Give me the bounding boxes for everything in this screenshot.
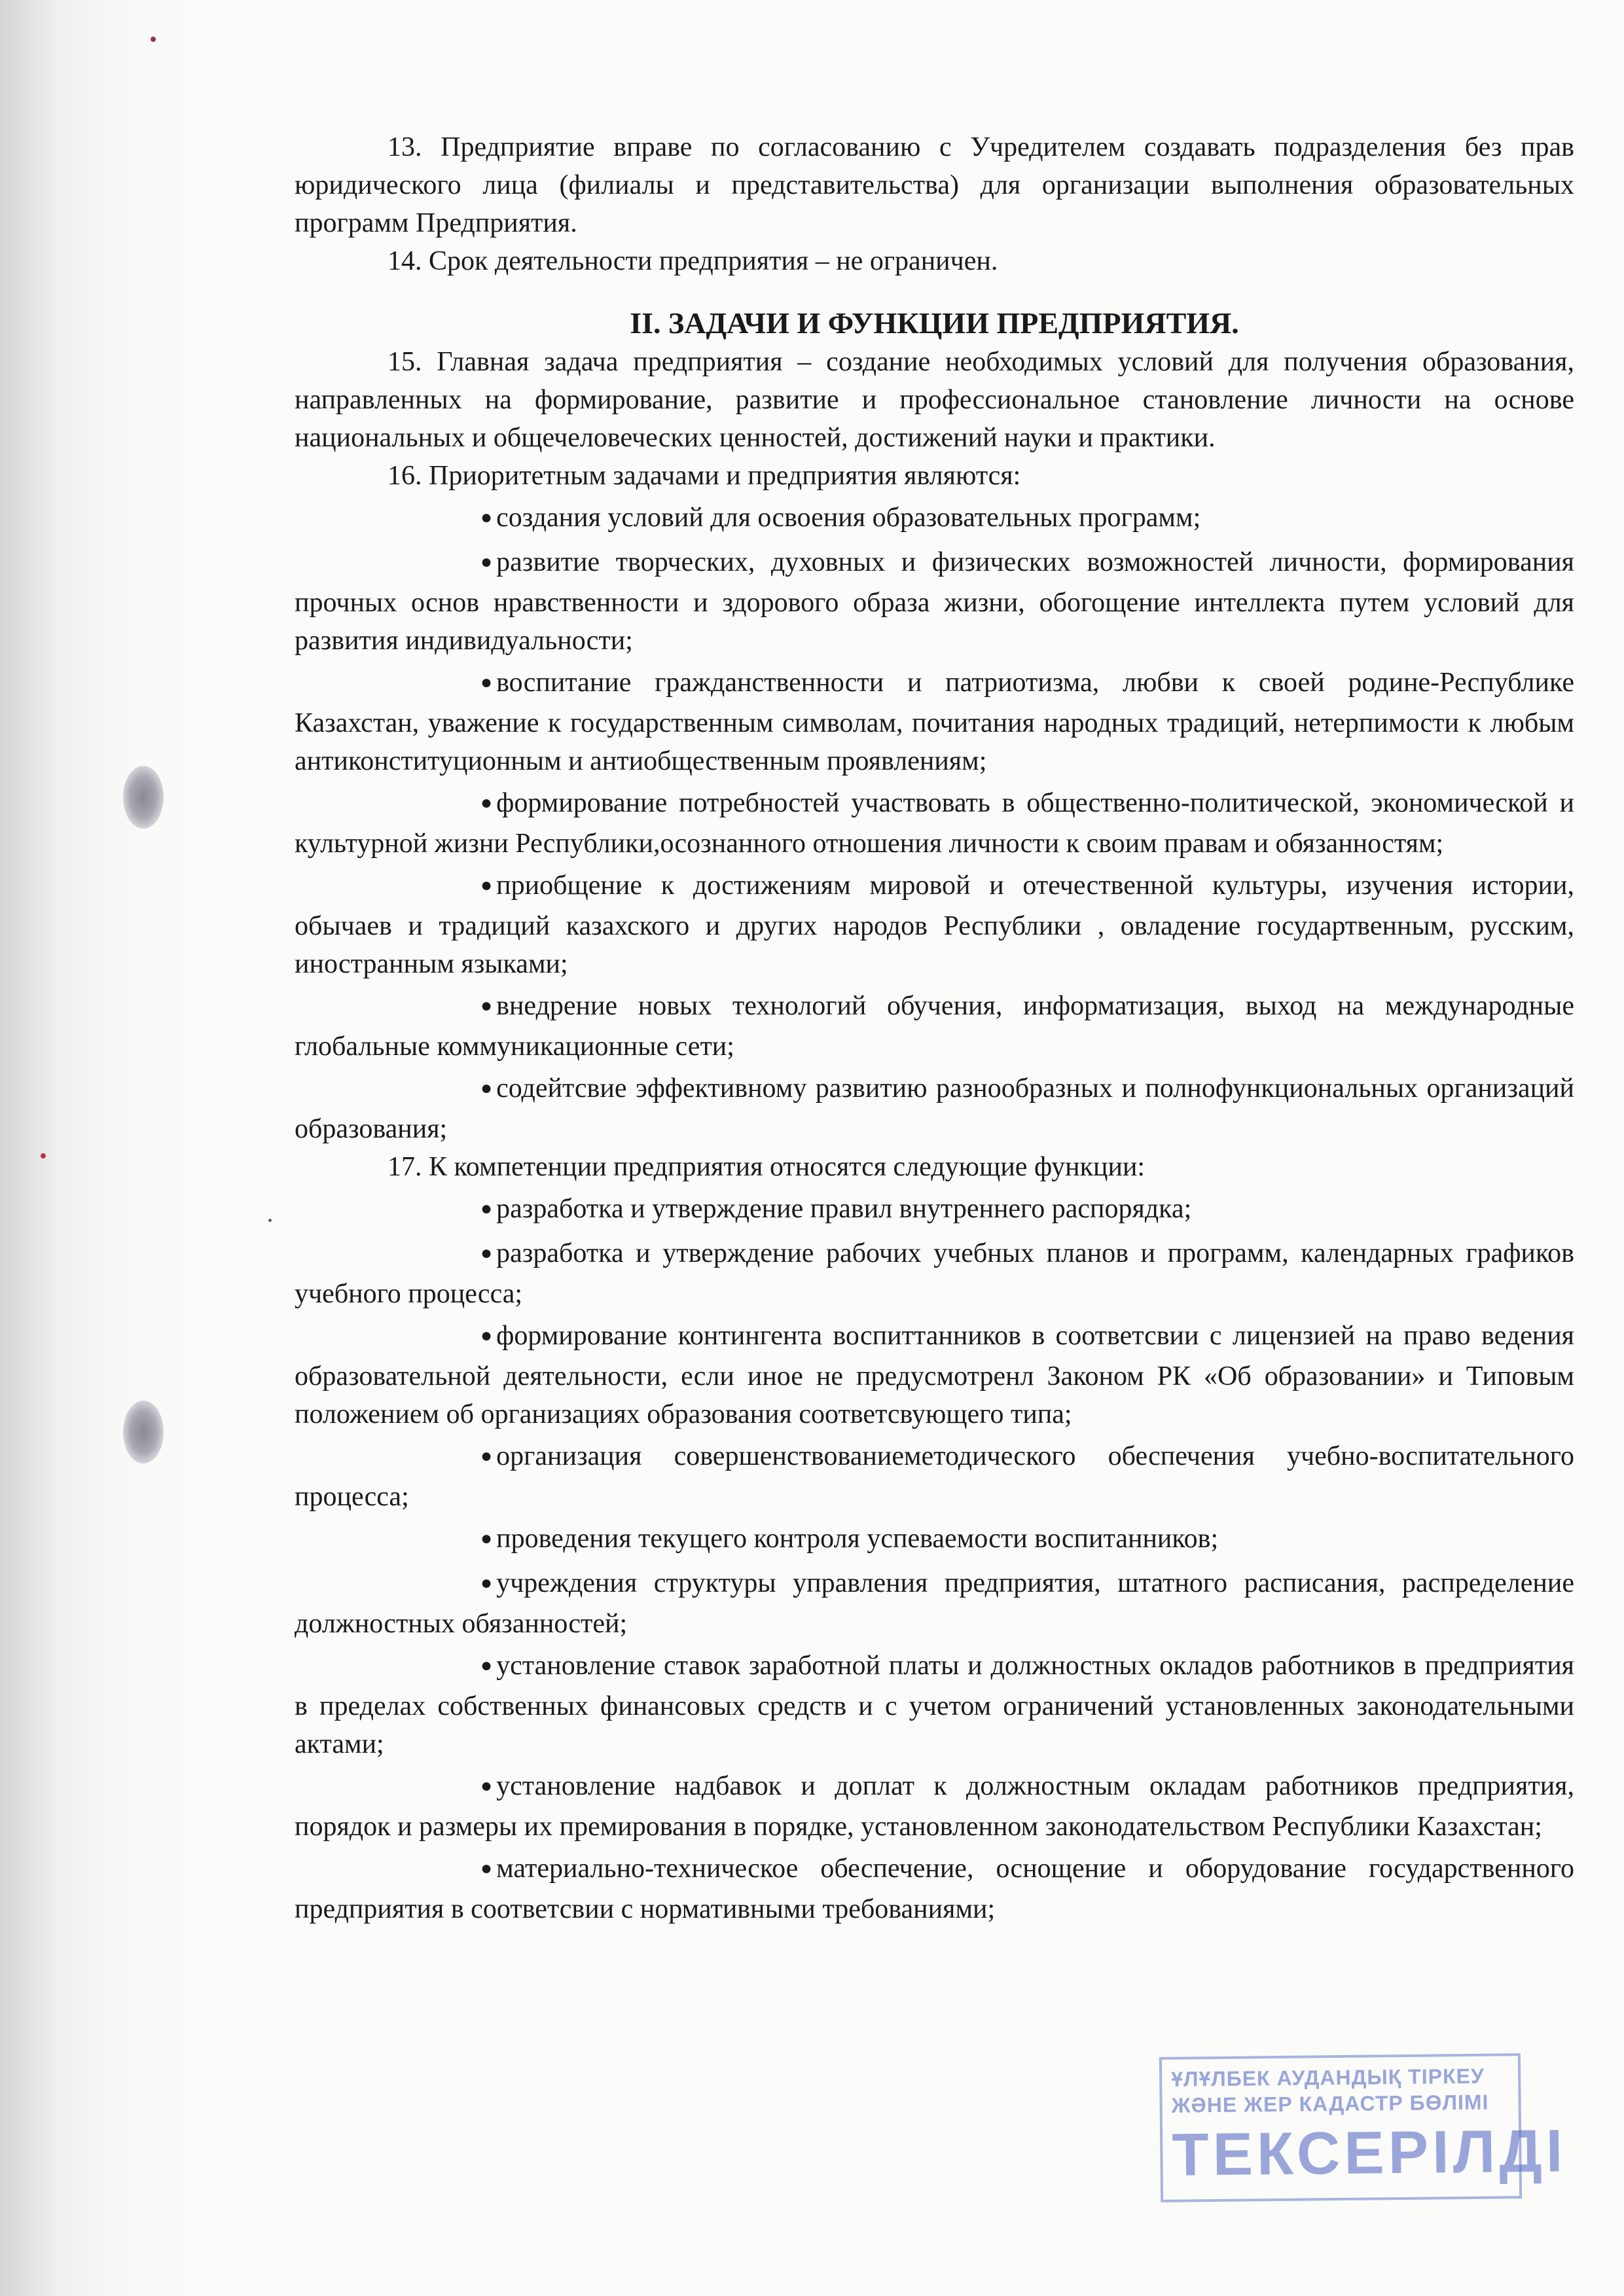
list-item-text: воспитание гражданственности и патриотизма, любви к своей родине-Республике Казахстан, уважение к государственным символам, почитания народных традиций, нетерпимости к любым антиконституционным и антиобщественным проявлениям;: [295, 668, 1574, 776]
list-item-text: организация совершенствованиеметодического обеспечения учебно-воспитательного процесса;: [295, 1441, 1574, 1512]
list-item-text: содейтсвие эффективному развитию разнообразных и полнофункциональных организаций образования;: [295, 1073, 1574, 1144]
section-heading: II. ЗАДАЧИ И ФУНКЦИИ ПРЕДПРИЯТИЯ.: [630, 306, 1239, 340]
registration-stamp: [1159, 2053, 1567, 2202]
list-item: [295, 1313, 1574, 1433]
list-item-text: установление ставок заработной платы и должностных окладов работников в предприятия в пределах собственных финансовых средств и с учетом ограничений установленных законодательными актами;: [295, 1651, 1574, 1759]
bullet-dot-icon: ●: [480, 995, 493, 1016]
bullet-dot-icon: ●: [480, 792, 493, 814]
list-item: [295, 1560, 1574, 1643]
bullet-dot-icon: ●: [480, 1857, 493, 1879]
list-item-text: создания условий для освоения образовательных программ;: [496, 503, 1201, 533]
list-item-text: учреждения структуры управления предприятия, штатного расписания, распределение должностных обязанностей;: [295, 1568, 1574, 1639]
list-item: [295, 1643, 1574, 1763]
list-item: [295, 1230, 1574, 1313]
paragraph-16: 16. Приоритетным задачами и предприятия являются:: [388, 461, 1021, 491]
bullet-dot-icon: ●: [480, 1242, 493, 1264]
bullet-dot-icon: ●: [480, 1572, 493, 1594]
bullet-dot-icon: ●: [480, 672, 493, 693]
bullet-dot-icon: ●: [480, 1325, 493, 1346]
list-item-text: развитие творческих, духовных и физических возможностей личности, формирования прочных основ нравственности и здорового образа жизни, обогощение интеллекта путем условий для развития индивидуальности;: [295, 547, 1574, 656]
paragraph-15: 15. Главная задача предприятия – создание необходимых условий для получения образования, направленных на формирование, развитие и профессиональное становление личности на основе национальных и общечеловеческих ценностей, достижений науки и практики.: [295, 347, 1574, 453]
bullet-dot-icon: ●: [480, 1077, 493, 1099]
scan-binding-shadow: [0, 0, 196, 2296]
list-item-text: внедрение новых технологий обучения, информатизация, выход на международные глобальные коммуникационные сети;: [295, 991, 1574, 1062]
document-page: [295, 128, 1574, 1928]
bullet-dot-icon: ●: [480, 1198, 493, 1219]
list-item: [295, 863, 1574, 983]
list-item: [295, 1763, 1574, 1846]
list-item: [295, 1433, 1574, 1516]
binder-hole-lower: [123, 1401, 164, 1463]
list-item-text: проведения текущего контроля успеваемости воспитанников;: [496, 1524, 1219, 1554]
list-item: [295, 780, 1574, 863]
binder-hole-upper: [123, 766, 164, 829]
bullet-dot-icon: ●: [480, 1445, 493, 1467]
paragraph-13: 13. Предприятие вправе по согласованию с Учредителем создавать подразделения без прав юридического лица (филиалы и представительства) для организации выполнения образовательных программ Предприятия.: [295, 132, 1574, 238]
bullet-dot-icon: ●: [480, 1775, 493, 1797]
stamp-line-2: ЖӘНЕ ЖЕР КАДАСТР БӨЛІМІ: [1171, 2090, 1489, 2117]
list-item: [295, 983, 1574, 1066]
list-item: [295, 539, 1574, 660]
list-item: [295, 1846, 1574, 1928]
scan-speck: [41, 1153, 46, 1158]
list-item: [295, 495, 1574, 539]
list-item: [295, 1186, 1574, 1230]
list-item: [295, 660, 1574, 780]
list-item-text: разработка и утверждение правил внутреннего распорядка;: [496, 1194, 1192, 1224]
stamp-verified-text: ТЕКСЕРІЛДІ: [1171, 2117, 1567, 2189]
paragraph-14: 14. Срок деятельности предприятия – не ограничен.: [388, 246, 998, 276]
stamp-line-1: ҰЛҰЛБЕК АУДАНДЫҚ ТІРКЕУ: [1171, 2064, 1485, 2091]
scan-speck: [151, 37, 156, 42]
list-item: [295, 1066, 1574, 1148]
scan-speck: [268, 1219, 272, 1222]
list-item-text: установление надбавок и доплат к должностным окладам работников предприятия, порядок и размеры их премирования в порядке, установленном законодательством Республики Казахстан;: [295, 1771, 1574, 1842]
bullet-dot-icon: ●: [480, 874, 493, 896]
bullet-dot-icon: ●: [480, 1528, 493, 1549]
paragraph-17: 17. К компетенции предприятия относятся следующие функции:: [388, 1152, 1146, 1182]
bullet-dot-icon: ●: [480, 507, 493, 528]
list-item-text: материально-техническое обеспечение, оснощение и оборудование государственного предприятия в соответсвии с нормативными требованиями;: [295, 1854, 1574, 1924]
list-item-text: формирование контингента воспиттанников в соответсвии с лицензией на право ведения образовательной деятельности, если иное не предусмотренл Законом РК «Об образовании» и Типовым положением об организациях образования соответсвующего типа;: [295, 1321, 1574, 1429]
bullet-dot-icon: ●: [480, 1655, 493, 1676]
list-item-text: разработка и утверждение рабочих учебных планов и программ, календарных графиков учебного процесса;: [295, 1238, 1574, 1309]
list-item-text: формирование потребностей участвовать в общественно-политической, экономической и культурной жизни Республики,осознанного отношения личности к своим правам и обязанностям;: [295, 788, 1574, 859]
list-item: [295, 1516, 1574, 1560]
bullet-dot-icon: ●: [480, 551, 493, 573]
list-item-text: приобщение к достижениям мировой и отечественной культуры, изучения истории, обычаев и традиций казахского и других народов Республики , овладение государтвенным, русским, иностранным языками;: [295, 870, 1574, 979]
